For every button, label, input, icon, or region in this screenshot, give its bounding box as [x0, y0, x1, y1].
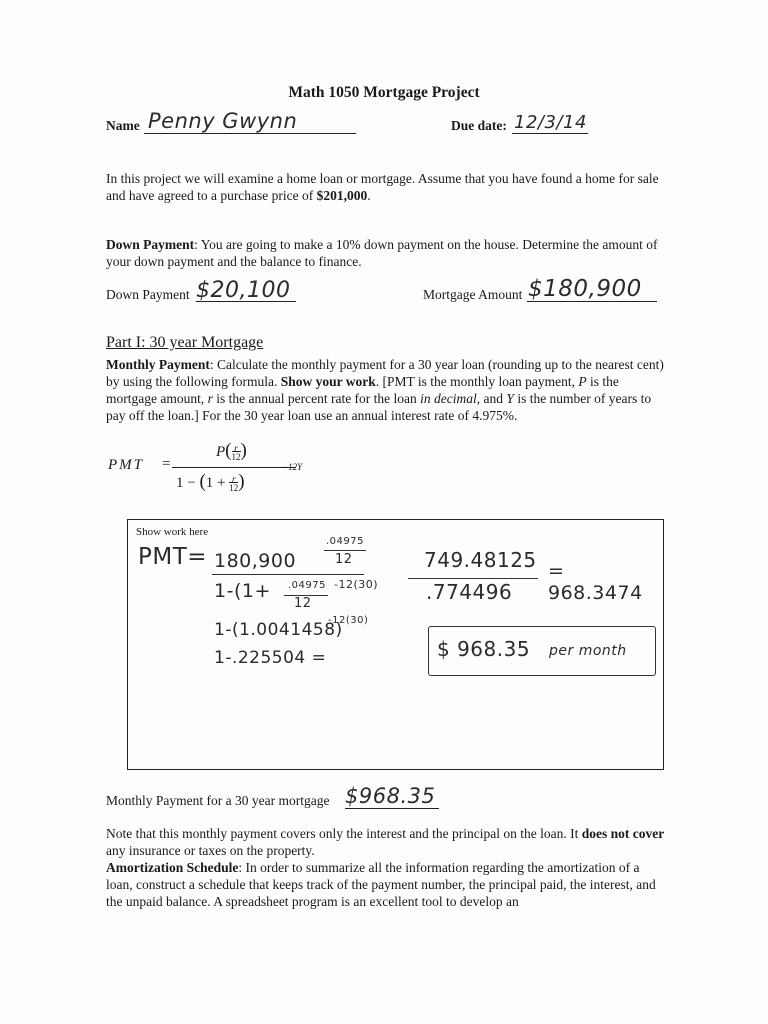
var-r: r [207, 391, 213, 406]
purchase-price: $201,000 [316, 188, 368, 203]
due-date-line [512, 133, 588, 134]
monthly-payment-line [345, 808, 439, 809]
due-date-label: Due date: [451, 118, 507, 133]
work-right-numerator: 749.48125 [424, 548, 537, 572]
intro-text: In this project we will examine a home loan or mortgage. Assume that you have found a home for sale and have agreed to a purchase price of [106, 171, 659, 203]
down-payment-value: $20,100 [196, 278, 291, 303]
formula-den-inner: 1 + [205, 475, 226, 491]
work-rate-bar [324, 550, 366, 551]
monthly-payment-value: $968.35 [345, 784, 436, 808]
note-text: Note that this monthly payment covers only the interest and the principal on the loan. It [106, 826, 582, 841]
note-paragraph [106, 825, 666, 859]
amortization-text: : In order to summarize all the information regarding the amortization of a loan, construct a schedule that keeps track of the payment number, the principal paid, the interest, and the unpaid balance. A spreadsheet program is an excellent tool to develop an [106, 860, 656, 909]
monthly-text: : Calculate the monthly payment for a 30 year loan (rounding up to the nearest cent) by using the following formula. [106, 357, 664, 389]
work-den1-rate: .04975 [288, 580, 326, 591]
does-not-cover: does not cover [581, 826, 665, 841]
page-title: Math 1050 Mortgage Project [288, 84, 480, 101]
formula-num-p: P [216, 444, 226, 460]
answer-box [428, 626, 656, 676]
formula-fraction-bar [172, 467, 296, 468]
formula-twelve: 12 [229, 482, 239, 493]
work-den3: 1-.225504 = [214, 648, 327, 668]
work-twelve: 12 [335, 552, 353, 567]
mortgage-amount-label: Mortgage Amount [423, 287, 523, 302]
work-numerator: 180,900 [214, 550, 297, 572]
monthly-payment-paragraph [106, 356, 666, 424]
work-right-denominator: .774496 [426, 580, 513, 604]
answer-per-month: per month [549, 643, 627, 659]
monthly-text: . [PMT is the monthly loan payment, [375, 374, 579, 389]
var-p: P [578, 374, 587, 389]
amortization-heading: Amortization Schedule [106, 860, 239, 875]
show-your-work: Show your work [280, 374, 376, 389]
note-text: any insurance or taxes on the property. [106, 843, 315, 858]
work-right-result: = 968.3474 [548, 560, 643, 604]
work-den1-exp: -12(30) [334, 578, 379, 591]
work-pmt: PMT= [138, 544, 208, 570]
monthly-text: is the annual percent rate for the loan [212, 391, 421, 406]
work-den2: 1-(1.0041458) [214, 620, 343, 640]
monthly-payment-label: Monthly Payment for a 30 year mortgage [106, 793, 330, 808]
part1-heading: Part I: 30 year Mortgage [106, 334, 264, 351]
formula-den-one: 1 − [176, 475, 196, 491]
mortgage-amount-value: $180,900 [528, 276, 642, 302]
answer-amount: $ 968.35 [437, 637, 531, 661]
show-work-box [127, 519, 664, 770]
down-payment-paragraph [106, 236, 666, 270]
down-payment-heading: Down Payment [106, 237, 195, 252]
work-main-bar [212, 574, 364, 575]
formula-lhs: PMT [108, 457, 144, 473]
formula-r: r [232, 473, 236, 484]
monthly-payment-heading: Monthly Payment [106, 357, 210, 372]
formula-eq: = [162, 456, 171, 472]
formula-r: r [234, 442, 238, 453]
down-payment-text: : You are going to make a 10% down payment on the house. Determine the amount of your down payment and the balance to finance. [106, 237, 658, 269]
work-right-bar [408, 578, 538, 579]
var-y: Y [506, 391, 514, 406]
in-decimal: in decimal [420, 391, 477, 406]
down-payment-label: Down Payment [106, 287, 190, 302]
name-line [144, 133, 356, 134]
monthly-text: , and [476, 391, 507, 406]
pmt-formula [106, 440, 346, 496]
amortization-paragraph [106, 859, 666, 910]
work-den1-twelve: 12 [294, 596, 312, 611]
show-work-label: Show work here [136, 526, 209, 538]
intro-paragraph [106, 170, 666, 204]
formula-twelve: 12 [231, 451, 241, 462]
formula-denominator: $1 - (1 + \frac{r}{12})$ [176, 471, 245, 493]
due-date-value: 12/3/14 [514, 112, 587, 133]
formula-numerator: $P(\frac{r}{12})$ [216, 440, 247, 462]
monthly-text: is the number of years to pay off the loan.] For the 30 year loan use an annual interest rate of 4.975%. [106, 391, 652, 423]
work-den2-exp: -12(30) [328, 615, 369, 626]
formula-exponent: −12Y [282, 462, 303, 472]
name-value: Penny Gwynn [148, 109, 298, 133]
work-rate: .04975 [326, 536, 364, 547]
monthly-text: is the mortgage amount, [106, 374, 619, 406]
name-label: Name [106, 118, 140, 133]
intro-end: . [367, 188, 371, 203]
work-den1: 1-(1+ [214, 580, 271, 602]
